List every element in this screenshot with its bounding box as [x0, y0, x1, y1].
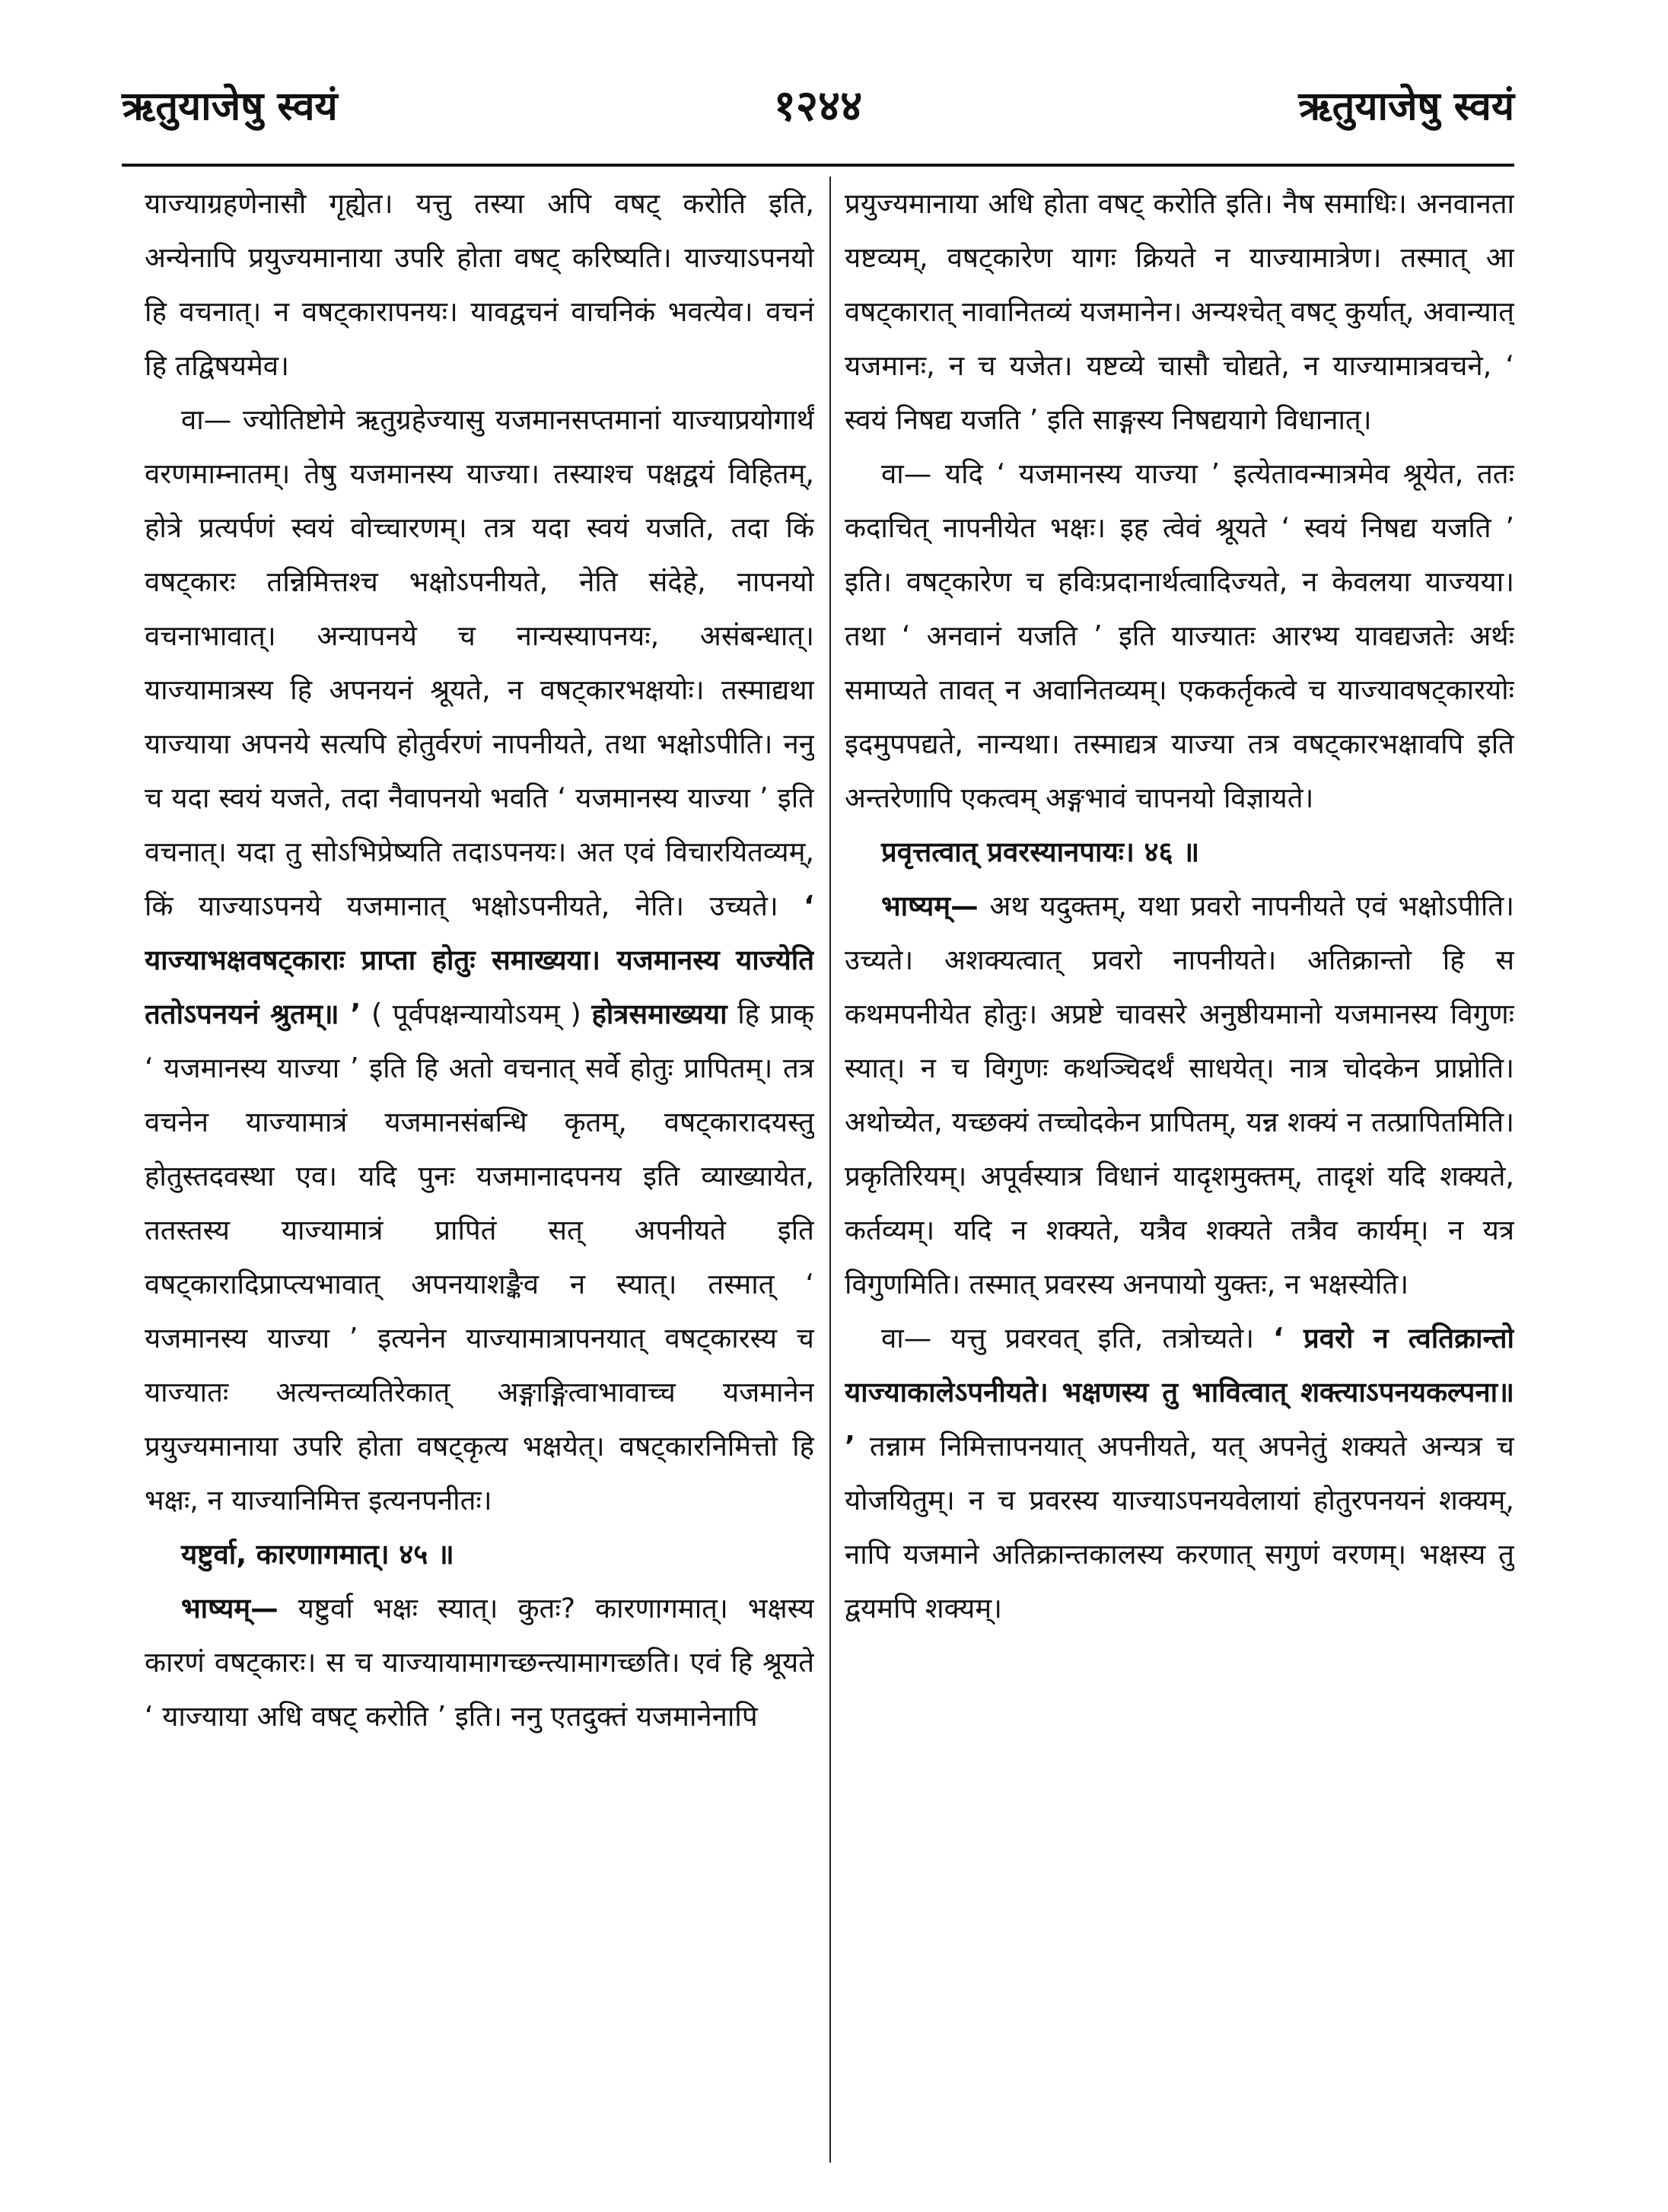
left-column: [145, 177, 814, 2155]
right-paragraph-3-lead: वा— यत्तु प्रवरवत् इति, तत्रोच्यते।: [881, 1322, 1255, 1354]
left-bhashya-label: भाष्यम्—: [181, 1592, 279, 1625]
right-paragraph-3-rest: तन्नाम निमित्तापनयात् अपनीयते, यत् अपनेतुं शक्यते अन्यत्र च योजयितुम्। न च प्रवरस्य याज्याऽपनयवेलायां होतुरपनयनं शक्यम्, नापि यजमाने अतिक्रान्तकालस्य करणात् सगुणं वरणम्। भक्षस्य तु द्वयमपि शक्यम्।: [845, 1430, 1514, 1625]
left-verse: ‘ याज्याभक्षवषट्काराः प्राप्ता होतुः समाख्यया। यजमानस्य याज्येति ततोऽपनयनं श्रुतम्॥ ’: [145, 890, 814, 1030]
column-divider: [829, 177, 831, 2163]
left-bhashya: [145, 1581, 814, 1743]
running-header: [122, 76, 1514, 145]
left-note: ( पूर्वपक्षन्यायोऽयम् ): [371, 998, 581, 1030]
right-paragraph-3: [845, 1311, 1514, 1635]
left-paragraph-2-text: वा— ज्योतिष्टोमे ऋतुग्रहेज्यासु यजमानसप्तमानां याज्याप्रयोगार्थं वरणमाम्नातम्। तेषु यजमानस्य याज्या। तस्याश्च पक्षद्वयं विहितम्, होत्रे प्रत्यर्पणं स्वयं वोच्चारणम्। तत्र यदा स्वयं यजति, तदा किं वषट्कारः तन्निमित्तश्च भक्षोऽपनीयते, नेति संदेहे, नापनयो वचनाभावात्। अन्यापनये च नान्यस्यापनयः, असंबन्धात्। याज्यामात्रस्य हि अपनयनं श्रूयते, न वषट्कारभक्षयोः। तस्माद्यथा याज्याया अपनये सत्यपि होतुर्वरणं नापनीयते, तथा भक्षोऽपीति। ननु च यदा स्वयं यजते, तदा नैवापनयो भवति ‘ यजमानस्य याज्या ’ इति वचनात्। यदा तु सोऽभिप्रेष्यति तदाऽपनयः। अत एवं विचारयितव्यम्, किं याज्याऽपनये यजमानात् भक्षोऽपनीयते, नेति। उच्यते।: [145, 403, 814, 922]
left-bhashya-text: यष्टुर्वा भक्षः स्यात्। कुतः? कारणागमात्। भक्षस्य कारणं वषट्कारः। स च याज्यायामागच्छन्त्यामागच्छति। एवं हि श्रूयते ‘ याज्याया अधि वषट् करोति ’ इति। ननु एतदुक्तं यजमानेनापि: [145, 1592, 814, 1733]
right-bhashya: [845, 879, 1514, 1311]
left-paragraph-2-rest: हि प्राक् ‘ यजमानस्य याज्या ’ इति हि अतो वचनात् सर्वे होतुः प्रापितम्। तत्र वचनेन याज्यामात्रं यजमानसंबन्धि कृतम्, वषट्कारादयस्तु होतुस्तदवस्था एव। यदि पुनः यजमानादपनय इति व्याख्यायेत, ततस्तस्य याज्यामात्रं प्रापितं सत् अपनीयते इति वषट्कारादिप्राप्त्यभावात् अपनयाशङ्कैव न स्यात्। तस्मात् ‘ यजमानस्य याज्या ’ इत्यनेन याज्यामात्रापनयात् वषट्कारस्य च याज्यातः अत्यन्तव्यतिरेकात् अङ्गाङ्गित्वाभावाच्च यजमानेन प्रयुज्यमानाया उपरि होता वषट्कृत्य भक्षयेत्। वषट्कारनिमित्तो हि भक्षः, न याज्यानिमित्त इत्यनपनीतः।: [145, 998, 814, 1517]
left-bold-word: होत्रसमाख्यया: [591, 998, 727, 1030]
header-right-title: ऋतुयाजेषु स्वयं: [1298, 84, 1514, 129]
left-paragraph-1: याज्याग्रहणेनासौ गृह्येत। यत्तु तस्या अपि वषट् करोति इति, अन्येनापि प्रयुज्यमानाया उपरि होता वषट् करिष्यति। याज्याऽपनयो हि वचनात्। न वषट्कारापनयः। यावद्वचनं वाचनिकं भवत्येव। वचनं हि तद्विषयमेव।: [145, 187, 814, 382]
left-paragraph-2: [145, 393, 814, 1527]
right-paragraph-2: वा— यदि ‘ यजमानस्य याज्या ’ इत्येतावन्मात्रमेव श्रूयेत, ततः कदाचित् नापनीयेत भक्षः। इह त्वेवं श्रूयते ‘ स्वयं निषद्य यजति ’ इति। वषट्कारेण च हविःप्रदानार्थत्वादिज्यते, न केवलया याज्यया। तथा ‘ अनवानं यजति ’ इति याज्यातः आरभ्य यावद्यजतेः अर्थः समाप्यते तावत् न अवानितव्यम्। एककर्तृकत्वे च याज्यावषट्कारयोः इदमुपपद्यते, नान्यथा। तस्माद्यत्र याज्या तत्र वषट्कारभक्षावपि इति अन्तरेणापि एकत्वम् अङ्गभावं चापनयो विज्ञायते।: [845, 457, 1514, 814]
right-column: [845, 177, 1514, 2155]
right-paragraph-1: प्रयुज्यमानाया अधि होता वषट् करोति इति। नैष समाधिः। अनवानता यष्टव्यम्, वषट्कारेण यागः क्रियते न याज्यामात्रेण। तस्मात् आ वषट्कारात् नावानितव्यं यजमानेन। अन्यश्चेत् वषट् कुर्यात्, अवान्यात् यजमानः, न च यजेत। यष्टव्ये चासौ चोद्यते, न याज्यामात्रवचने, ‘ स्वयं निषद्य यजति ’ इति साङ्गस्य निषद्ययागे विधानात्।: [845, 187, 1514, 436]
right-bhashya-label: भाष्यम्—: [881, 890, 979, 922]
header-left-title: ऋतुयाजेषु स्वयं: [122, 84, 338, 129]
right-sutra: प्रवृत्तत्वात् प्रवरस्यानपायः। ४६ ॥: [881, 835, 1200, 868]
header-rule: [122, 164, 1514, 167]
page-number: १२४४: [773, 81, 863, 131]
right-bhashya-text: अथ यदुक्तम्, यथा प्रवरो नापनीयते एवं भक्षोऽपीति। उच्यते। अशक्यत्वात् प्रवरो नापनीयते। अतिक्रान्तो हि स कथमपनीयेत होतुः। अप्रष्टे चावसरे अनुष्ठीयमानो यजमानस्य विगुणः स्यात्। न च विगुणः कथञ्चिदर्थं साधयेत्। नात्र चोदकेन प्राप्नोति। अथोच्येत, यच्छक्यं तच्चोदकेन प्रापितम्, यन्न शक्यं न तत्प्रापितमिति। प्रकृतिरियम्। अपूर्वस्यात्र विधानं यादृशमुक्तम्, तादृशं यदि शक्यते, कर्तव्यम्। यदि न शक्यते, यत्रैव शक्यते तत्रैव कार्यम्। न यत्र विगुणमिति। तस्मात् प्रवरस्य अनपायो युक्तः, न भक्षस्येति।: [845, 890, 1514, 1300]
right-verse: ‘ प्रवरो न त्वतिक्रान्तो याज्याकालेऽपनीयते। भक्षणस्य तु भावित्वात् शक्त्याऽपनयकल्पना॥ ’: [845, 1322, 1514, 1462]
left-sutra: यष्टुर्वा, कारणागमात्। ४५ ॥: [181, 1538, 454, 1571]
